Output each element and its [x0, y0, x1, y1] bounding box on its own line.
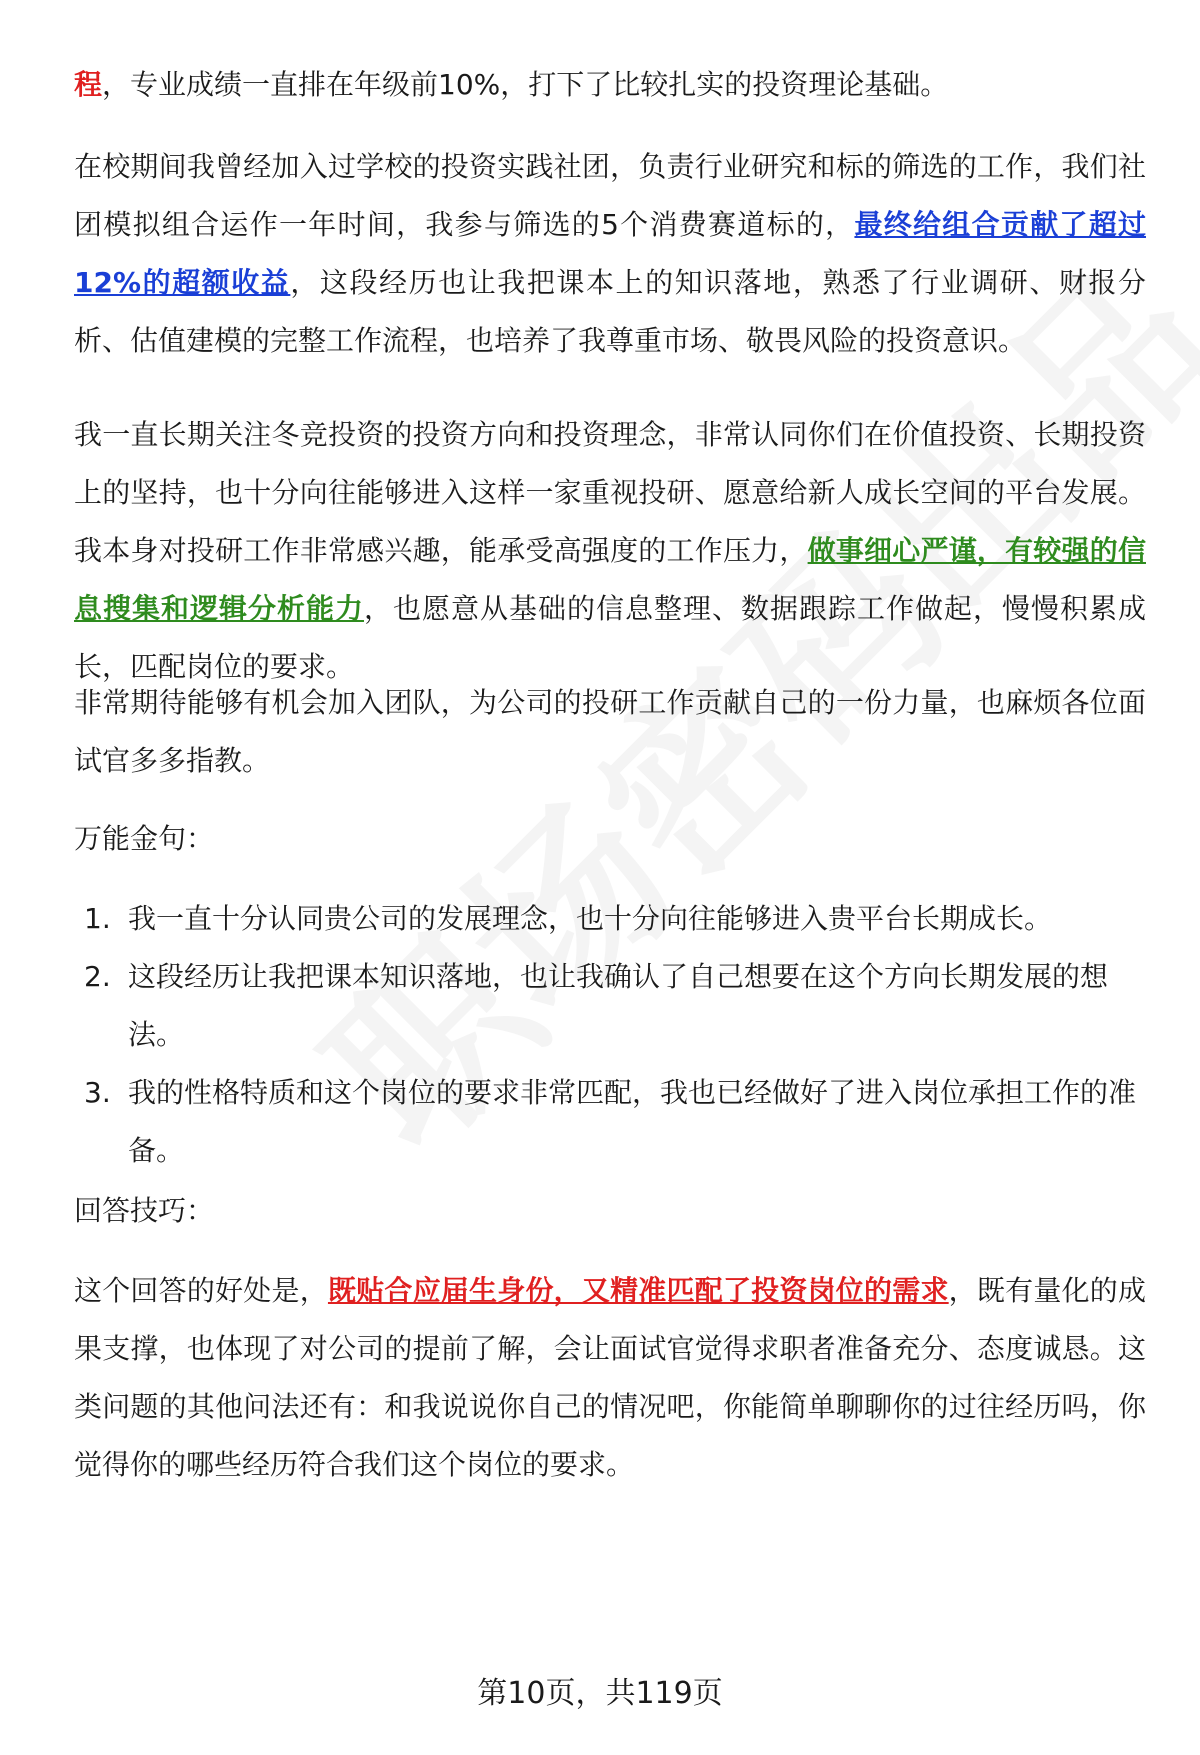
- text: 这个回答的好处是，: [74, 1274, 328, 1307]
- heading-golden-sentences: 万能金句：: [74, 822, 215, 855]
- highlight-blue: 最终给组合贡献了超过12%的超额收益: [74, 208, 1146, 299]
- list-item: [74, 948, 1146, 1064]
- list-item: [74, 890, 1146, 948]
- text: 非常期待能够有机会加入团队，为公司的投研工作贡献自己的一份力量，也麻烦各位面试官多多指教。: [74, 686, 1146, 777]
- highlight-green: 做事细心严谨，有较强的信息搜集和逻辑分析能力: [74, 534, 1146, 625]
- paragraph-intro-end: [74, 56, 1146, 114]
- list-number: 3.: [84, 1076, 111, 1109]
- paragraph-company-fit: [74, 406, 1146, 696]
- list-number: 2.: [84, 960, 111, 993]
- heading-answer-tips: 回答技巧：: [74, 1194, 215, 1227]
- highlight-red: 程: [74, 68, 103, 101]
- golden-sentence-list: [74, 890, 1146, 1180]
- paragraph-closing: [74, 674, 1146, 790]
- text: ，这段经历也让我把课本上的知识落地，熟悉了行业调研、财报分析、估值建模的完整工作流程，也培养了我尊重市场、敬畏风险的投资意识。: [74, 266, 1146, 357]
- list-item: [74, 1064, 1146, 1180]
- paragraph-answer-tips: [74, 1262, 1146, 1494]
- text: ，既有量化的成果支撑，也体现了对公司的提前了解，会让面试官觉得求职者准备充分、态度诚恳。这类问题的其他问法还有：和我说说你自己的情况吧，你能简单聊聊你的过往经历吗，你觉得你的哪些经历符合我们这个岗位的要求。: [74, 1274, 1146, 1481]
- paragraph-club-experience: [74, 138, 1146, 370]
- text: ，也愿意从基础的信息整理、数据跟踪工作做起，慢慢积累成长，匹配岗位的要求。: [74, 592, 1146, 683]
- highlight-red-underline: 既贴合应届生身份，又精准匹配了投资岗位的需求: [327, 1274, 949, 1307]
- page-footer: 第10页，共119页: [477, 1676, 723, 1711]
- text: ，专业成绩一直排在年级前10%，打下了比较扎实的投资理论基础。: [102, 68, 949, 101]
- list-text: 这段经历让我把课本知识落地，也让我确认了自己想要在这个方向长期发展的想法。: [128, 960, 1109, 1051]
- list-number: 1.: [84, 902, 111, 935]
- text: 在校期间我曾经加入过学校的投资实践社团，负责行业研究和标的筛选的工作，我们社团模拟组合运作一年时间，我参与筛选的5个消费赛道标的，: [74, 150, 1146, 241]
- list-text: 我的性格特质和这个岗位的要求非常匹配，我也已经做好了进入岗位承担工作的准备。: [128, 1076, 1137, 1167]
- text: 我一直长期关注冬竞投资的投资方向和投资理念，非常认同你们在价值投资、长期投资上的坚持，也十分向往能够进入这样一家重视投研、愿意给新人成长空间的平台发展。我本身对投研工作非常感兴趣，能承受高强度的工作压力，: [74, 418, 1146, 567]
- list-text: 我一直十分认同贵公司的发展理念，也十分向往能够进入贵平台长期成长。: [128, 902, 1053, 935]
